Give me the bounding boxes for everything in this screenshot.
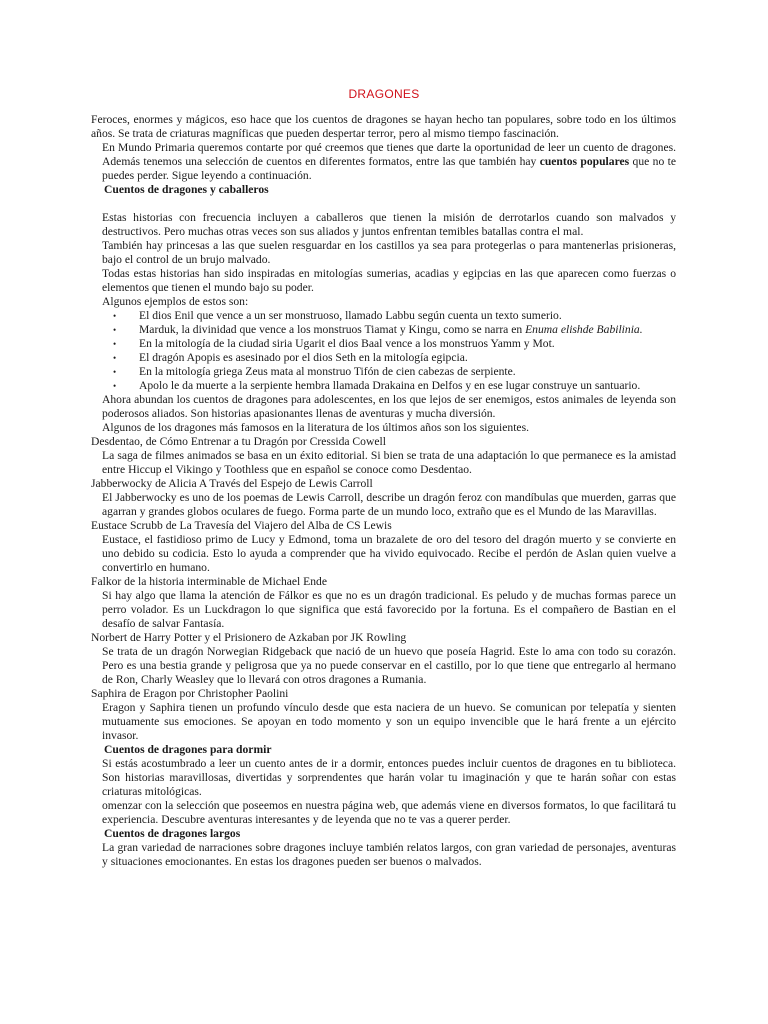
paragraph-famosos: Algunos de los dragones más famosos en la literatura de los últimos años son los siguientes. [102, 421, 529, 434]
list-item: • El dios Enil que vence a un ser monstruoso, llamado Labbu según cuenta un texto sumerio. [91, 309, 676, 323]
book-description: El Jabberwocky es uno de los poemas de Lewis Carroll, describe un dragón feroz con mandíbulas que muerden, garras que agarran y grandes globos oculares de fuego. Forma parte de un mundo loco, extraño que es el Mundo de las Maravillas. [102, 491, 676, 518]
book-description: Si hay algo que llama la atención de Fálkor es que no es un dragón tradicional. Es peludo y de muchas formas parece un perro volador. Es un Luckdragon lo que significa que está favorecido por la fortuna. Es el compañero de Bastian en el desafío de salvar Fantasía. [102, 589, 676, 630]
book-title: Desdentao, de Cómo Entrenar a tu Dragón por Cressida Cowell [91, 435, 386, 448]
intro-text-a: En Mundo Primaria queremos contarte por qué creemos que tienes que darte la oportunidad de leer un cuento de dragones. Además tenemos una selección de cuentos en diferentes formatos, entre las que también hay [102, 141, 676, 168]
section-heading-dormir: Cuentos de dragones para dormir [104, 743, 272, 756]
paragraph-largos: La gran variedad de narraciones sobre dragones incluye también relatos largos, con gran variedad de personajes, aventuras y situaciones emocionantes. En estas los dragones pueden ser buenos o malvados. [102, 841, 676, 868]
book-description: Se trata de un dragón Norwegian Ridgeback que nació de un huevo que poseía Hagrid. Este lo ama con todo su corazón. Pero es una bestia grande y peligrosa que ya no puede conservar en el castillo, por lo que tiene que entregarlo al hermano de Ron, Charly Weasley que lo llevará con otros dragones a Rumania. [102, 645, 676, 686]
section-heading-largos: Cuentos de dragones largos [104, 827, 241, 840]
list-item: • El dragón Apopis es asesinado por el dios Seth en la mitología egipcia. [91, 351, 676, 365]
document-body [91, 113, 676, 869]
paragraph-ejemplos: Algunos ejemplos de estos son: [102, 295, 249, 308]
book-title: Norbert de Harry Potter y el Prisionero de Azkaban por JK Rowling [91, 631, 407, 644]
document-title: DRAGONES [348, 87, 420, 101]
list-item: • En la mitología griega Zeus mata al monstruo Tifón de cien cabezas de serpiente. [91, 365, 676, 379]
list-item-italic: Enuma elishde Babilinia. [525, 323, 643, 336]
examples-list [91, 309, 676, 393]
list-item: • Apolo le da muerte a la serpiente hembra llamada Drakaina en Delfos y en ese lugar construye un santuario. [91, 379, 676, 393]
paragraph-caballeros: Estas historias con frecuencia incluyen a caballeros que tienen la misión de derrotarlos cuando son malvados y destructivos. Pero muchas otras veces son sus aliados y juntos enfrentan temibles batallas contra el mal. [102, 211, 676, 238]
intro-paragraph: Feroces, enormes y mágicos, eso hace que los cuentos de dragones se hayan hecho tan populares, sobre todo en los últimos años. Se trata de criaturas magníficas que pueden despertar terror, pero al mismo tiempo fascinación. [91, 113, 676, 140]
paragraph-dormir: Si estás acostumbrado a leer un cuento antes de ir a dormir, entonces puedes incluir cuentos de dragones en tu biblioteca. Son historias maravillosas, divertidas y sorprendentes que harán volar tu imaginación y que te harán soñar con estas criaturas mitológicas. [102, 757, 676, 798]
paragraph-princesas: También hay princesas a las que suelen resguardar en los castillos ya sea para protegerlas o para mantenerlas prisioneras, bajo el control de un brujo malvado. [102, 239, 676, 266]
book-title: Saphira de Eragon por Christopher Paolini [91, 687, 289, 700]
list-item-text: Marduk, la divinidad que vence a los monstruos Tiamat y Kingu, como se narra en [139, 323, 526, 336]
book-title: Jabberwocky de Alicia A Través del Espejo de Lewis Carroll [91, 477, 373, 490]
intro-paragraph-2 [91, 141, 676, 183]
list-item [91, 323, 676, 337]
intro-bold-text: cuentos populares [539, 155, 630, 168]
book-description: Eustace, el fastidioso primo de Lucy y Edmond, toma un brazalete de oro del tesoro del dragón muerto y se convierte en uno debido su codicia. Esto lo ayuda a comprender que ha vivido equivocado. Recibe el perdón de Aslan quien vuelve a convertirlo en humano. [102, 533, 676, 574]
section-heading-caballeros: Cuentos de dragones y caballeros [104, 183, 269, 196]
paragraph-mitologias: Todas estas historias han sido inspiradas en mitologías sumerias, acadias y egipcias en las que aparecen como fuerzas o elementos que tienen el mundo bajo su poder. [102, 267, 676, 294]
book-description: La saga de filmes animados se basa en un éxito editorial. Si bien se trata de una adaptación lo que permanece es la amistad entre Hiccup el Vikingo y Toothless que en español se conoce como Desdentao. [102, 449, 676, 476]
book-title: Falkor de la historia interminable de Michael Ende [91, 575, 327, 588]
book-description: Eragon y Saphira tienen un profundo vínculo desde que esta naciera de un huevo. Se comunican por telepatía y sienten mutuamente sus emociones. Se apoyan en todo momento y son un equipo invencible que le hará frente a un ejército invasor. [102, 701, 676, 742]
intro-text-b: que no te puedes perder. Sigue leyendo a continuación. [102, 155, 676, 182]
paragraph-comenzar: omenzar con la selección que poseemos en nuestra página web, que además viene en diversos formatos, lo que facilitará tu experiencia. Descubre aventuras interesantes y de leyenda que no te vas a querer perder. [102, 799, 676, 826]
list-item: • En la mitología de la ciudad siria Ugarit el dios Baal vence a los monstruos Yamm y Mot. [91, 337, 676, 351]
book-title: Eustace Scrubb de La Travesía del Viajero del Alba de CS Lewis [91, 519, 392, 532]
paragraph-adolescentes: Ahora abundan los cuentos de dragones para adolescentes, en los que lejos de ser enemigos, estos animales de leyenda son poderosos aliados. Son historias apasionantes llenas de aventuras y mucha diversión. [102, 393, 676, 420]
